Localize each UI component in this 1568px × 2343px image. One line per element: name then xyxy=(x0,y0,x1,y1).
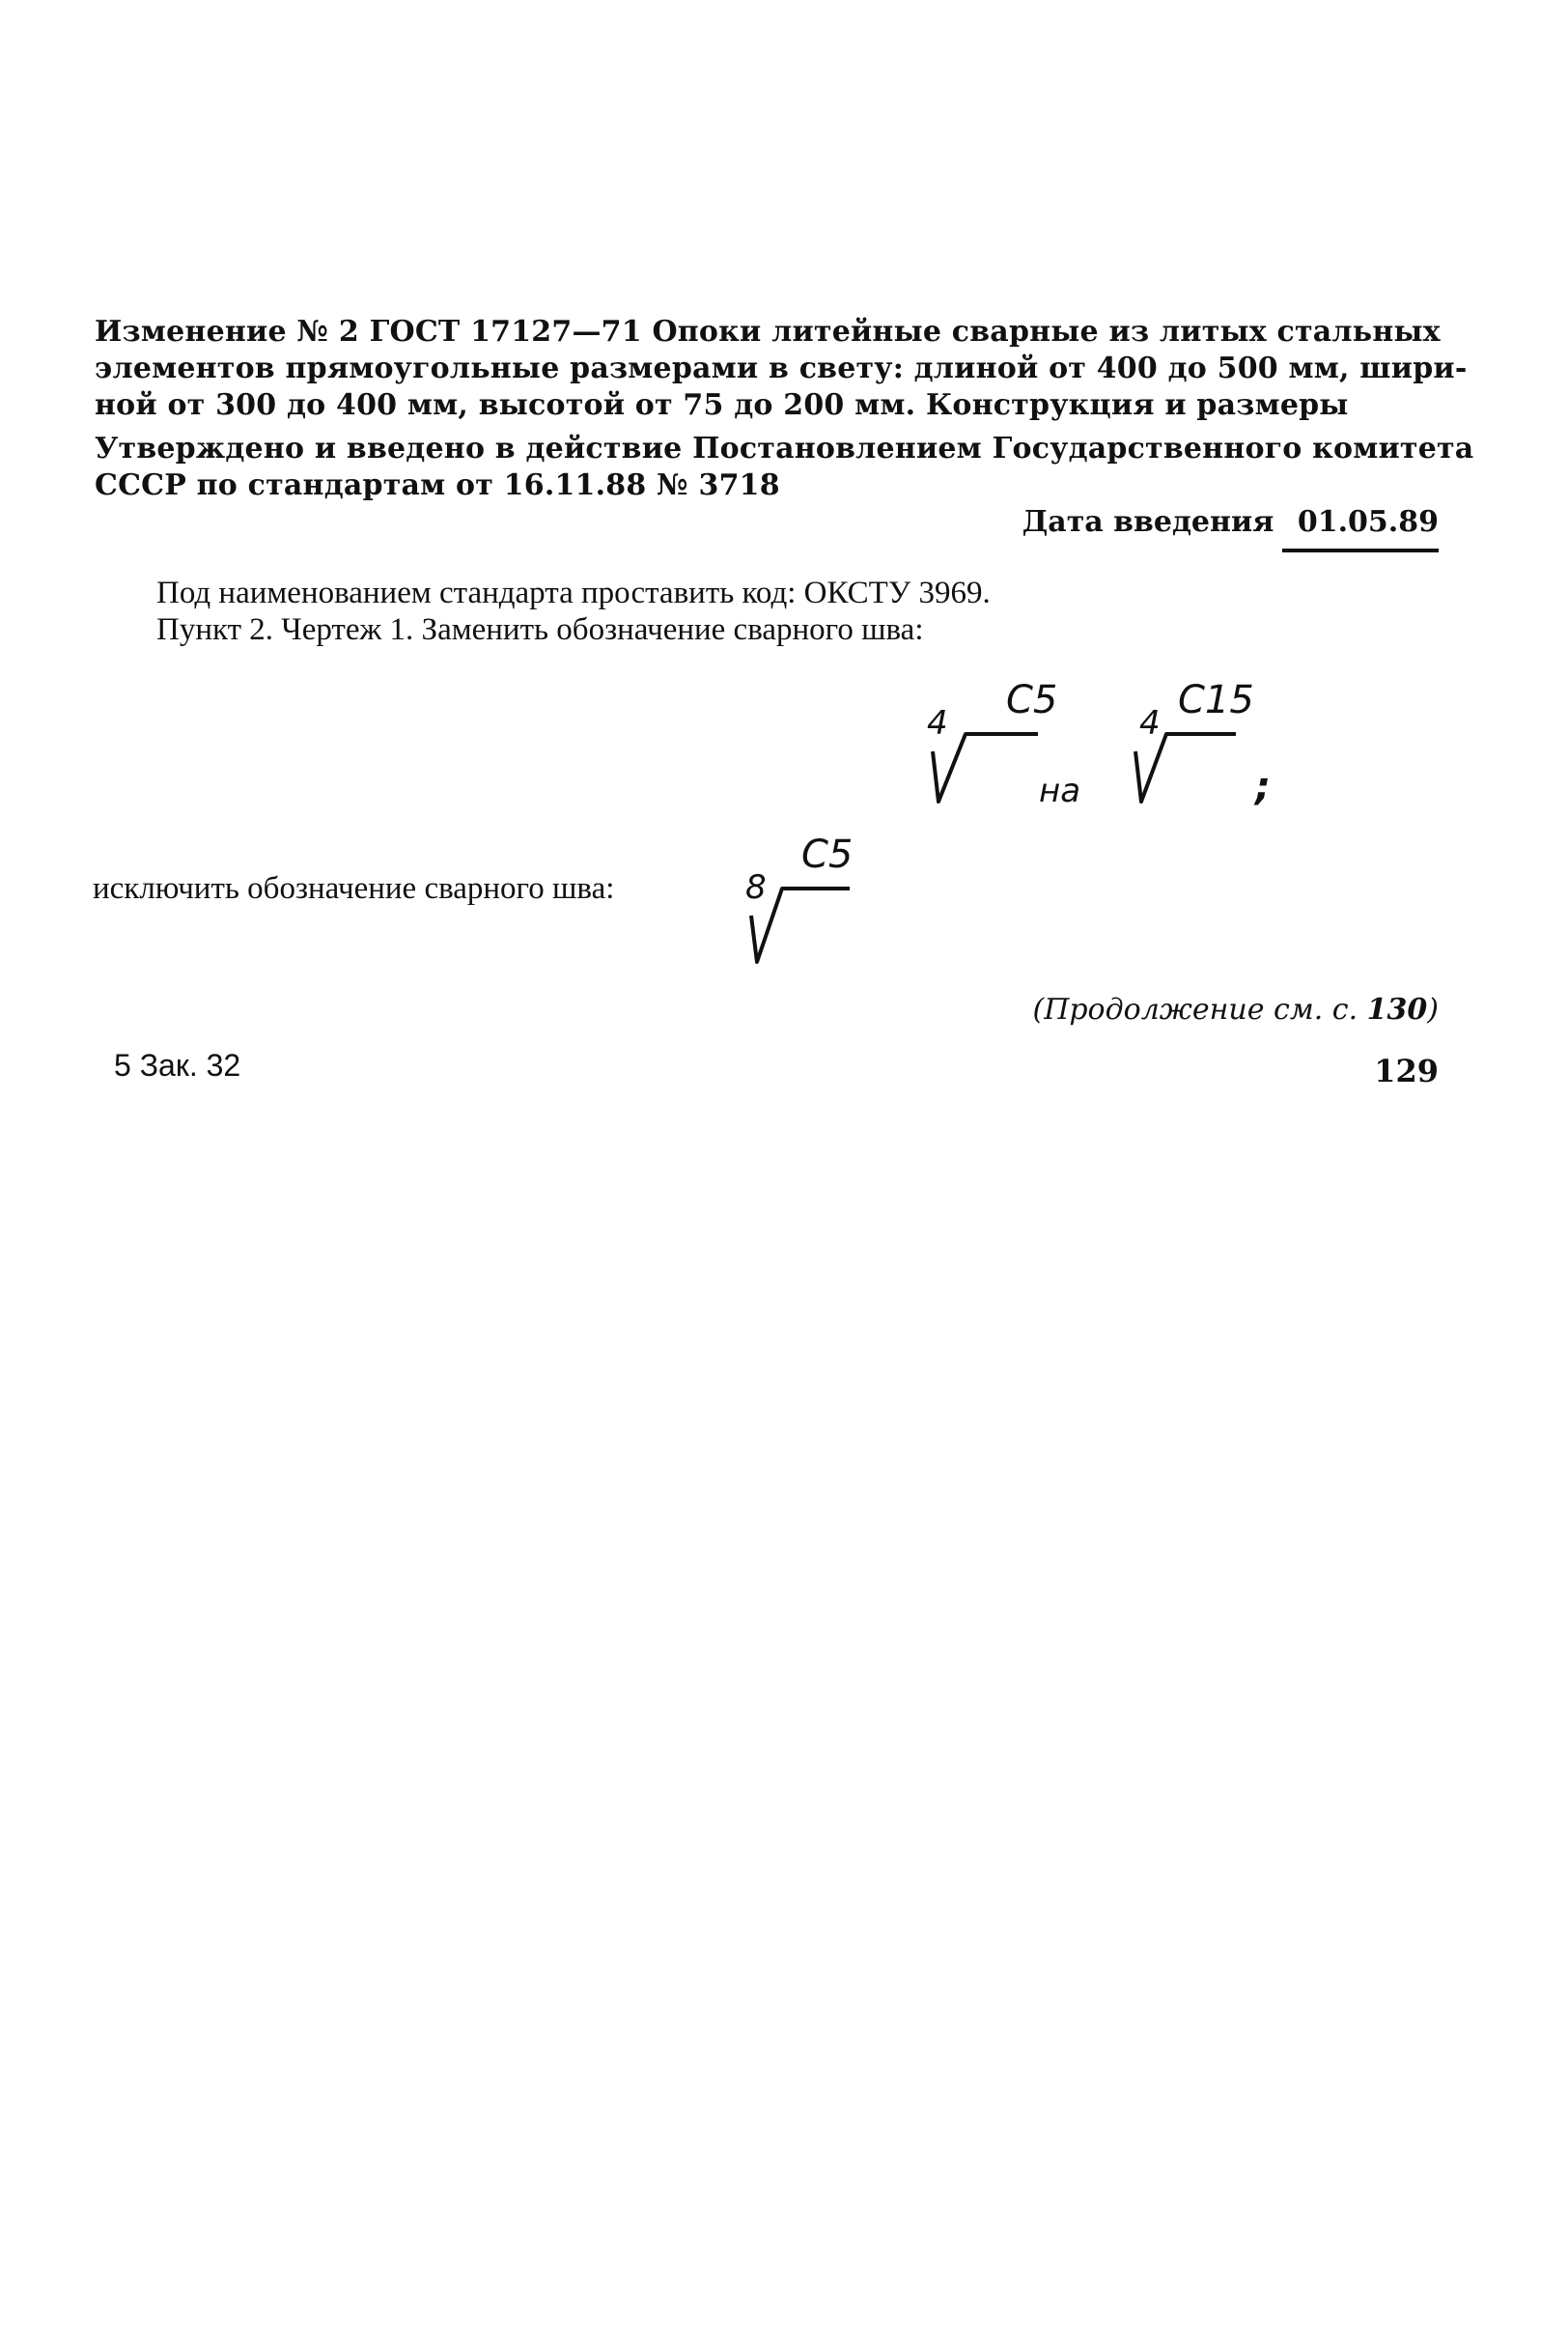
title-line-2: элементов прямоугольные размерами в свету: длиной от 400 до 500 мм, шири- xyxy=(95,352,1468,385)
weld-symbol-excluded xyxy=(734,827,869,981)
page-number: 129 xyxy=(1374,1053,1439,1089)
punkt-instruction: Пункт 2. Чертеж 1. Заменить обозначение сварного шва: xyxy=(156,612,924,647)
weld-replacement-figure xyxy=(908,666,1313,831)
weld-old-leg: 4 xyxy=(927,704,948,743)
continuation-page: 130 xyxy=(1366,993,1428,1027)
weld-excluded-code: С5 xyxy=(801,833,854,877)
date-underline xyxy=(1282,549,1439,552)
intro-date-value: 01.05.89 xyxy=(1297,505,1439,539)
title-line-3: ной от 300 до 400 мм, высотой от 75 до 200 мм. Конструкция и размеры xyxy=(95,388,1349,422)
weld-old-code: С5 xyxy=(1006,678,1058,722)
intro-date-label: Дата введения xyxy=(1022,505,1274,539)
weld-new-code: С15 xyxy=(1178,678,1254,722)
order-number: 5 Зак. 32 xyxy=(114,1048,241,1083)
title-line-1: Изменение № 2 ГОСТ 17127—71 Опоки литейные сварные из литых стальных xyxy=(95,315,1441,349)
weld-replace-word: на xyxy=(1039,772,1081,810)
approval-line-2: СССР по стандартам от 16.11.88 № 3718 xyxy=(95,468,780,502)
continuation-prefix: (Продолжение см. с. xyxy=(1032,993,1358,1027)
continuation-note xyxy=(1032,993,1439,1027)
approval-text xyxy=(95,431,1474,504)
exclude-instruction: исключить обозначение сварного шва: xyxy=(93,871,615,906)
weld-symbol-new xyxy=(1135,678,1254,802)
weld-excluded-leg: 8 xyxy=(745,868,767,907)
weld-replace-semicolon: ; xyxy=(1255,765,1271,809)
okstu-instruction: Под наименованием стандарта проставить код: ОКСТУ 3969. xyxy=(156,576,991,610)
continuation-suffix: ) xyxy=(1427,993,1439,1027)
approval-line-1: Утверждено и введено в действие Постановлением Государственного комитета xyxy=(95,432,1474,466)
change-title xyxy=(95,314,1468,424)
intro-date xyxy=(1022,504,1439,541)
weld-new-leg: 4 xyxy=(1139,704,1161,743)
